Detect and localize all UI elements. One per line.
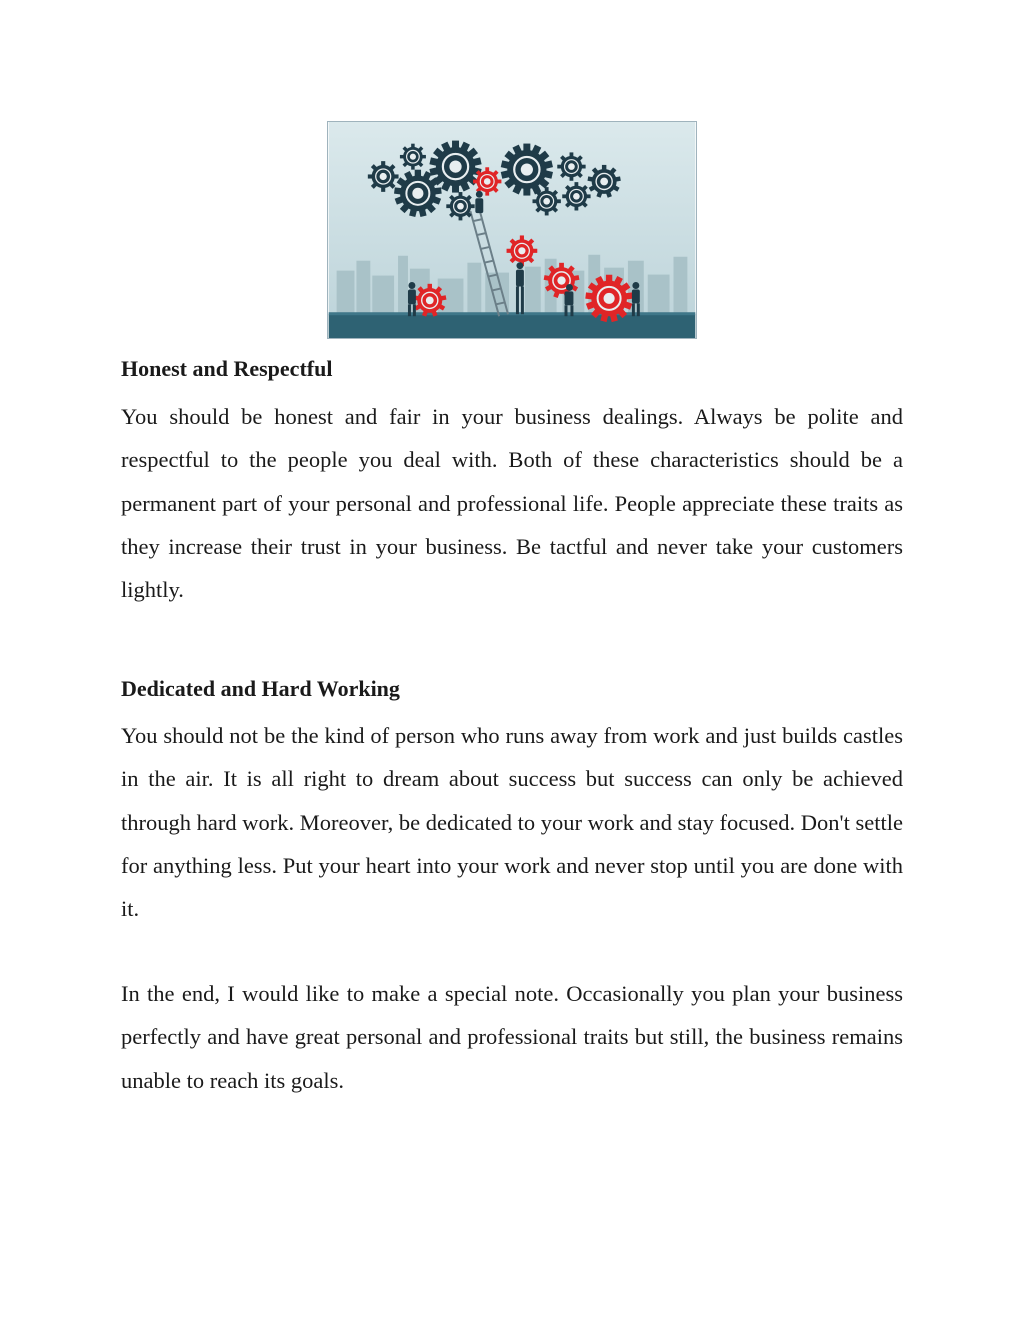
section-dedicated-hard-working bbox=[121, 676, 903, 930]
dark-gear-icon bbox=[557, 152, 585, 180]
section-closing-note bbox=[121, 972, 903, 1102]
closing-paragraph: In the end, I would like to make a special note. Occasionally you plan your business perfectly and have great personal and professional traits but still, the business remains unable to reach its goals. bbox=[121, 981, 903, 1093]
dark-gear-icon bbox=[562, 182, 590, 210]
red-gear-icon bbox=[507, 235, 538, 266]
ground bbox=[329, 314, 696, 338]
section-heading: Dedicated and Hard Working bbox=[121, 676, 400, 701]
dark-gear-icon bbox=[446, 192, 474, 220]
dark-gear-icon bbox=[533, 187, 561, 215]
person-2-icon bbox=[475, 191, 483, 213]
section-body: You should not be the kind of person who runs away from work and just builds castles in the air. It is all right to dream about success but success can only be achieved through hard work. Moreover, be dedicated to your work and stay focused. Don't settle for anything less. Put your heart into your work and never stop until you are done with it. bbox=[121, 723, 903, 922]
section-honest-respectful bbox=[121, 356, 903, 611]
illustration-svg bbox=[328, 122, 696, 338]
section-heading: Honest and Respectful bbox=[121, 356, 333, 381]
dark-gear-icon bbox=[429, 141, 481, 193]
section-body: You should be honest and fair in your business dealings. Always be polite and respectful to the people you deal with. Both of these characteristics should be a permanent part of your personal and professional life. People appreciate these traits as they increase their trust in your business. Be tactful and never take your customers lightly. bbox=[121, 404, 903, 603]
dark-gear-icon bbox=[400, 144, 426, 170]
dark-gear-icon bbox=[368, 161, 399, 192]
red-gear-icon bbox=[473, 167, 501, 195]
gears-teamwork-illustration bbox=[327, 121, 697, 339]
